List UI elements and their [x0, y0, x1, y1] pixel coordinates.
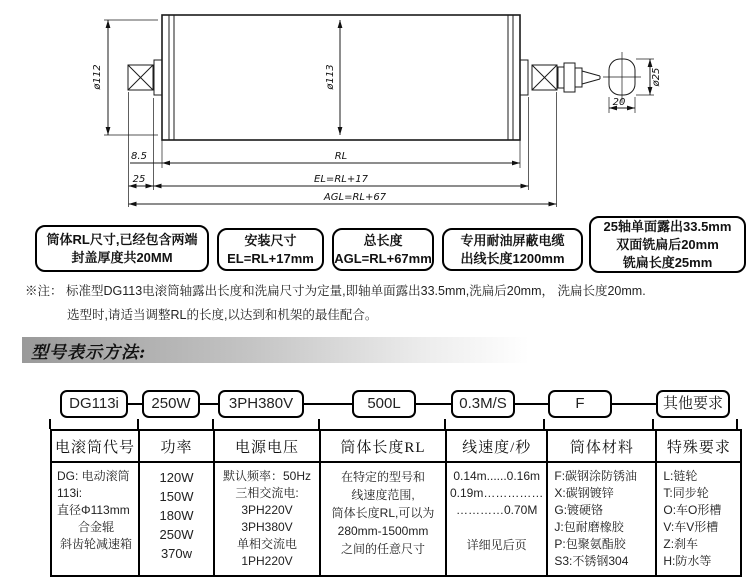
table-tick [49, 419, 51, 429]
model-segment-series: DG113i [60, 390, 128, 418]
note-line2: 选型时,请适当调整RL的长度,以达到和机架的最佳配合。 [67, 308, 378, 322]
table-tick [212, 419, 214, 429]
dim-label-dia25: ø25 [651, 67, 662, 87]
col-header-voltage: 电源电压 [214, 430, 320, 462]
dim-label-el: EL=RL+17 [314, 174, 368, 185]
drum-body [162, 15, 520, 140]
dim-label-dia112: ø112 [92, 64, 103, 90]
model-connector [128, 403, 142, 405]
table-tick [652, 419, 654, 429]
technical-drawing [0, 0, 755, 215]
model-connector [200, 403, 218, 405]
dim-label-25: 25 [132, 174, 146, 185]
cable [582, 71, 600, 84]
section-title: 型号表示方法: [31, 342, 147, 363]
model-segment-voltage: 3PH380V [218, 390, 304, 418]
table-tick [736, 419, 738, 429]
dim-label-dia113: ø113 [325, 64, 336, 90]
note-line1: 标准型DG113电滚筒轴露出长度和洗扁尺寸为定量,即轴单面露出33.5mm,洗扁后20mm， 洗扁长度20mm. [66, 284, 646, 298]
table-tick [543, 419, 545, 429]
cell-voltage: 默认频率：50Hz 三相交流电: 3PH220V 3PH380V 单相交流电 1PH220V [214, 462, 320, 576]
col-header-speed: 线速度/秒 [446, 430, 547, 462]
cable-gland [558, 67, 564, 88]
left-flange [154, 60, 162, 95]
col-header-code: 电滚筒代号 [51, 430, 139, 462]
callout-line: 封盖厚度共20MM [71, 249, 173, 265]
dim-label-20: 20 [612, 97, 626, 108]
callout-line: EL=RL+17mm [227, 250, 314, 266]
table-tick [137, 419, 139, 429]
right-flange [520, 60, 528, 95]
cell-material: F:碳钢涂防锈油 X:碳钢镀锌 G:镀硬铬 J:包耐磨橡胶 P:包聚氨酯胶 S3:不锈钢304 [547, 462, 656, 576]
callout-line: 安装尺寸 [244, 232, 297, 248]
cell-power: 120W 150W 180W 250W 370w [139, 462, 214, 576]
callout-line: 筒体RL尺寸,已经包含两端 [46, 231, 198, 247]
col-header-power: 功率 [139, 430, 214, 462]
dim-label-rl: RL [334, 151, 348, 162]
model-connector [416, 403, 451, 405]
callout-line: 25轴单面露出33.5mm [603, 218, 732, 234]
callout-shaft-spec [589, 216, 746, 273]
model-connector [304, 403, 352, 405]
table-header-row [51, 430, 741, 462]
cell-special: L:链轮 T:同步轮 O:车O形槽 V:车V形槽 Z:刹车 H:防水等 [656, 462, 741, 576]
dim-label-agl: AGL=RL+67 [323, 192, 387, 203]
callout-line: 出线长度1200mm [460, 250, 565, 266]
cell-length: 在特定的型号和 线速度范围, 筒体长度RL,可以为 280mm-1500mm 之间的任意尺寸 [320, 462, 446, 576]
col-header-special: 特殊要求 [656, 430, 741, 462]
callout-line: AGL=RL+67mm [334, 250, 432, 266]
callout-cable [442, 228, 583, 271]
dim-label-8-5: 8.5 [131, 151, 147, 162]
callout-line: 铣扁长度25mm [622, 254, 713, 270]
table-tick [318, 419, 320, 429]
model-segment-length: 500L [352, 390, 416, 418]
callout-line: 专用耐油屏蔽电缆 [460, 232, 565, 248]
table-body-row [51, 462, 741, 576]
col-header-length: 筒体长度RL [320, 430, 446, 462]
cell-speed: 0.14m......0.16m 0.19m…………… …………0.70M 详细见后页 [446, 462, 547, 576]
model-connector [515, 403, 548, 405]
callout-line: 总长度 [363, 232, 403, 248]
model-segment-power: 250W [142, 390, 200, 418]
section-band [22, 337, 529, 363]
table-tick [444, 419, 446, 429]
col-header-material: 筒体材料 [547, 430, 656, 462]
cell-code: DG: 电动滚筒 113i: 直径Φ113mm 合金辊 斜齿轮减速箱 [51, 462, 139, 576]
spec-table [50, 429, 742, 577]
callout-line: 双面铣扁后20mm [616, 236, 719, 252]
model-connector [612, 403, 656, 405]
model-segment-other: 其他要求 [656, 390, 730, 418]
model-segment-material: F [548, 390, 612, 418]
note-prefix: ※注： [25, 284, 63, 298]
note-block [25, 279, 740, 327]
model-segment-speed: 0.3M/S [451, 390, 515, 418]
callout-install-size [217, 228, 324, 271]
callout-total-length [332, 228, 434, 271]
callout-rl-size [35, 225, 209, 272]
